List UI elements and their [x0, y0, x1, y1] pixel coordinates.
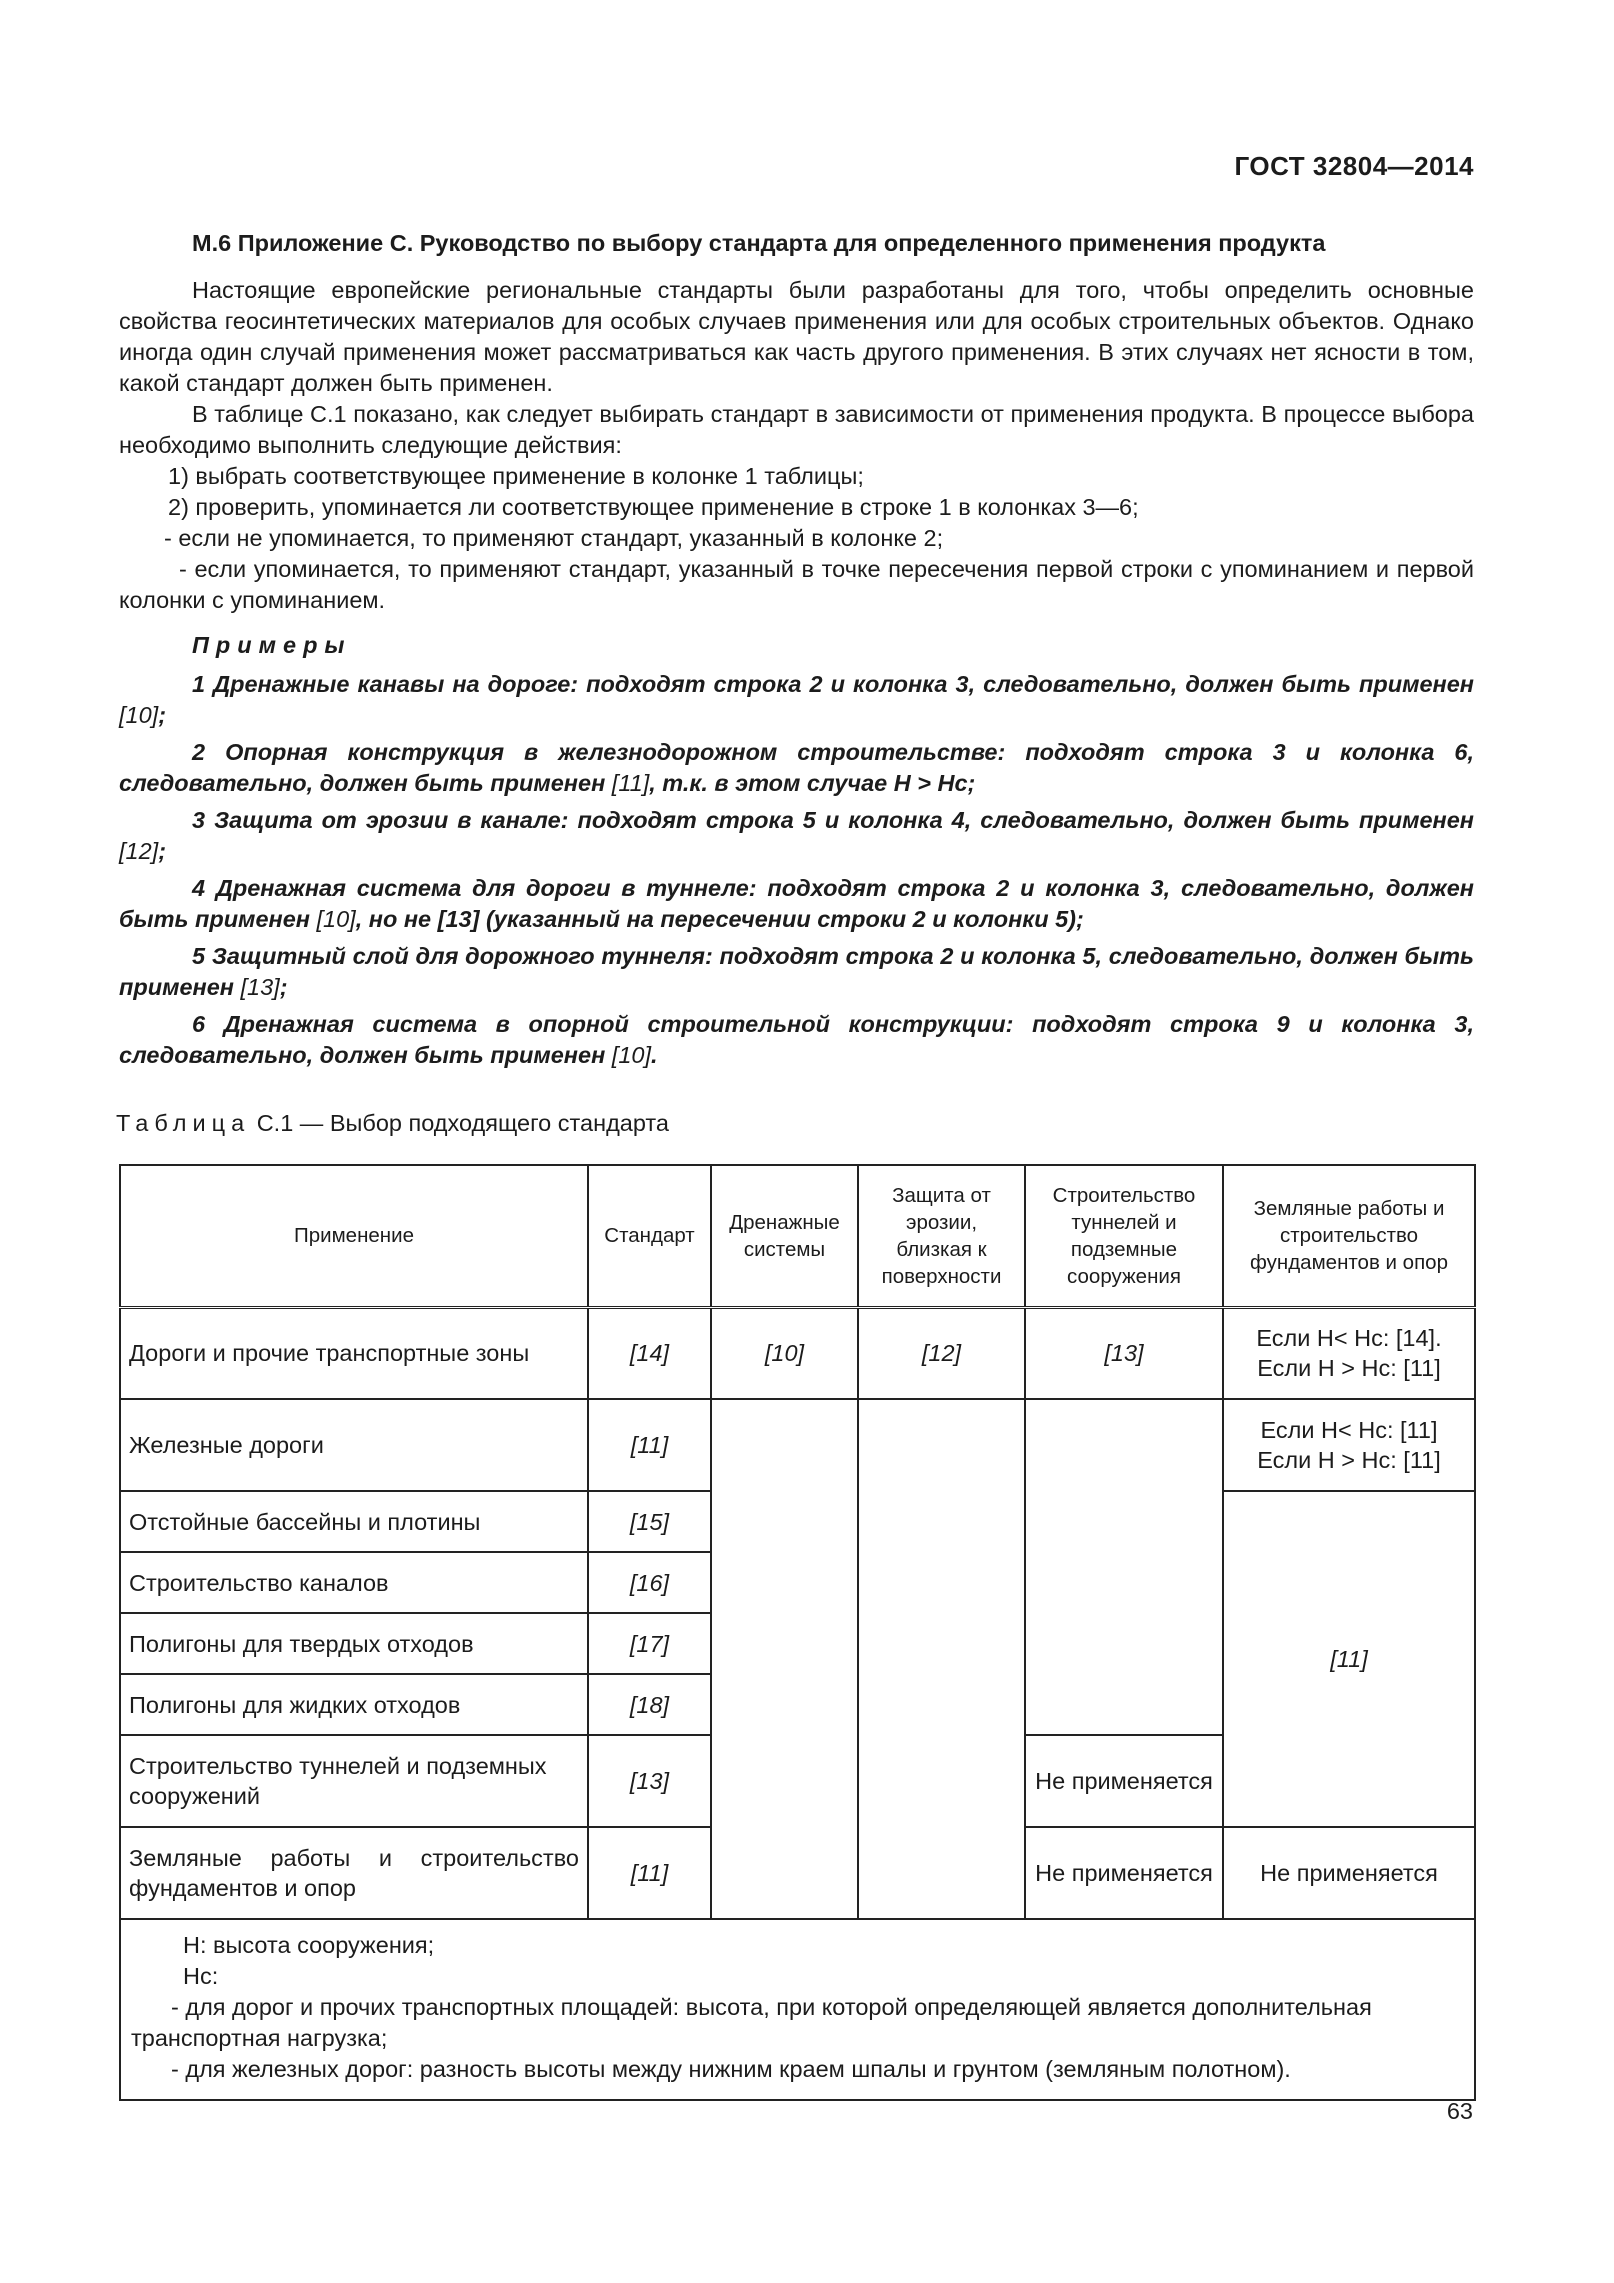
table-notes [120, 1919, 1475, 2100]
cell-drainage: [10] [711, 1307, 858, 1399]
example-item: 3 Защита от эрозии в канале: подходят строка 5 и колонка 4, следовательно, должен быть применен [12]; [119, 807, 1474, 864]
cell-tunnel: [13] [1025, 1307, 1223, 1399]
cell-earthworks-merged: [11] [1223, 1491, 1475, 1827]
table-usage-paragraph: В таблице С.1 показано, как следует выбирать стандарт в зависимости от применения продукта. В процессе выбора необходимо выполнить следующие действия: [119, 401, 1474, 458]
section-content [119, 228, 1474, 1077]
cell-standard: [11] [588, 1399, 711, 1491]
step-item: 1) выбрать соответствующее применение в колонке 1 таблицы; [168, 463, 864, 489]
table-row [120, 1399, 1475, 1491]
examples-title: Примеры [192, 632, 352, 658]
cell-erosion-empty [858, 1399, 1025, 1919]
cell-application: Полигоны для жидких отходов [120, 1674, 588, 1735]
example-item: 6 Дренажная система в опорной строительной конструкции: подходят строка 9 и колонка 3, следовательно, должен быть применен [10]. [119, 1011, 1474, 1068]
cell-earthworks [1223, 1307, 1475, 1399]
cell-application: Строительство каналов [120, 1552, 588, 1613]
example-item: 4 Дренажная система для дороги в туннеле: подходят строка 2 и колонка 3, следовательно, должен быть применен [10], но не [13] (указанный на пересечении строки 2 и колонки 5); [119, 875, 1474, 932]
cell-standard: [16] [588, 1552, 711, 1613]
cell-erosion: [12] [858, 1307, 1025, 1399]
example-item: 1 Дренажные канавы на дороге: подходят строка 2 и колонка 3, следовательно, должен быть применен [10]; [119, 671, 1474, 728]
cell-application: Земляные работы и строительство фундаментов и опор [120, 1827, 588, 1919]
section-title: М.6 Приложение С. Руководство по выбору стандарта для определенного применения продукта [192, 230, 1326, 256]
cell-application: Отстойные бассейны и плотины [120, 1491, 588, 1552]
note-line: - для железных дорог: разность высоты между нижним краем шпалы и грунтом (земляным полотном). [171, 2056, 1291, 2082]
cell-tunnel: Не применяется [1025, 1735, 1223, 1827]
note-line: - для дорог и прочих транспортных площадей: высота, при которой определяющей является дополнительная транспортная нагрузка; [131, 1994, 1372, 2051]
cell-standard: [11] [588, 1827, 711, 1919]
page-number: 63 [1446, 2098, 1473, 2124]
cell-application: Строительство туннелей и подземных сооружений [120, 1735, 588, 1827]
header-standard: Стандарт [588, 1165, 711, 1307]
header-erosion: Защита от эрозии, близкая к поверхности [858, 1165, 1025, 1307]
cell-application: Полигоны для твердых отходов [120, 1613, 588, 1674]
document-code: ГОСТ 32804—2014 [1234, 151, 1474, 181]
cell-earthworks [1223, 1399, 1475, 1491]
cell-standard: [18] [588, 1674, 711, 1735]
table-notes-row [120, 1919, 1475, 2100]
cell-earthworks: Не применяется [1223, 1827, 1475, 1919]
example-item: 5 Защитный слой для дорожного туннеля: подходят строка 2 и колонка 5, следовательно, должен быть применен [13]; [119, 943, 1474, 1000]
earthworks-condition: Если H< Hc: [11] [1260, 1417, 1438, 1443]
cell-tunnel: Не применяется [1025, 1827, 1223, 1919]
intro-paragraph: Настоящие европейские региональные стандарты были разработаны для того, чтобы определить основные свойства геосинтетических материалов для особых случаев применения или для особых строительных объектов. Однако иногда один случай применения может рассматриваться как часть другого применения. В этих случаях нет ясности в том, какой стандарт должен быть применен. [119, 277, 1474, 396]
cell-standard: [15] [588, 1491, 711, 1552]
header-application: Применение [120, 1165, 588, 1307]
cell-standard: [17] [588, 1613, 711, 1674]
note-line: H: высота сооружения; [183, 1932, 435, 1958]
earthworks-condition: Если H > Hc: [11] [1257, 1447, 1441, 1473]
note-line: Hc: [183, 1963, 219, 1989]
earthworks-condition: Если H< Hc: [14]. [1256, 1325, 1442, 1352]
table-caption-text: С.1 — Выбор подходящего стандарта [256, 1110, 669, 1136]
cell-standard: [13] [588, 1735, 711, 1827]
header-earthworks: Земляные работы и строительство фундаментов и опор [1223, 1165, 1475, 1307]
table-caption-label: Таблица [116, 1110, 251, 1136]
cell-tunnel-empty [1025, 1399, 1223, 1735]
step-item: - если упоминается, то применяют стандарт, указанный в точке пересечения первой строки с упоминанием и первой колонки с упоминанием. [119, 556, 1474, 613]
table-caption [116, 1108, 669, 1139]
earthworks-condition: Если H > Hc: [11] [1257, 1355, 1441, 1382]
cell-application: Дороги и прочие транспортные зоны [120, 1307, 588, 1399]
cell-drainage-empty [711, 1399, 858, 1919]
table-row [120, 1307, 1475, 1399]
header-tunnel: Строительство туннелей и подземные сооружения [1025, 1165, 1223, 1307]
cell-standard: [14] [588, 1307, 711, 1399]
cell-application: Железные дороги [120, 1399, 588, 1491]
table-header-row [120, 1165, 1475, 1307]
header-drainage: Дренажные системы [711, 1165, 858, 1307]
step-item: 2) проверить, упоминается ли соответствующее применение в строке 1 в колонках 3—6; [168, 494, 1139, 520]
step-item: - если не упоминается, то применяют стандарт, указанный в колонке 2; [164, 525, 944, 551]
example-item: 2 Опорная конструкция в железнодорожном строительстве: подходят строка 3 и колонка 6, следовательно, должен быть применен [11], т.к. в этом случае H > Hc; [119, 739, 1474, 796]
standard-selection-table [119, 1164, 1476, 2101]
